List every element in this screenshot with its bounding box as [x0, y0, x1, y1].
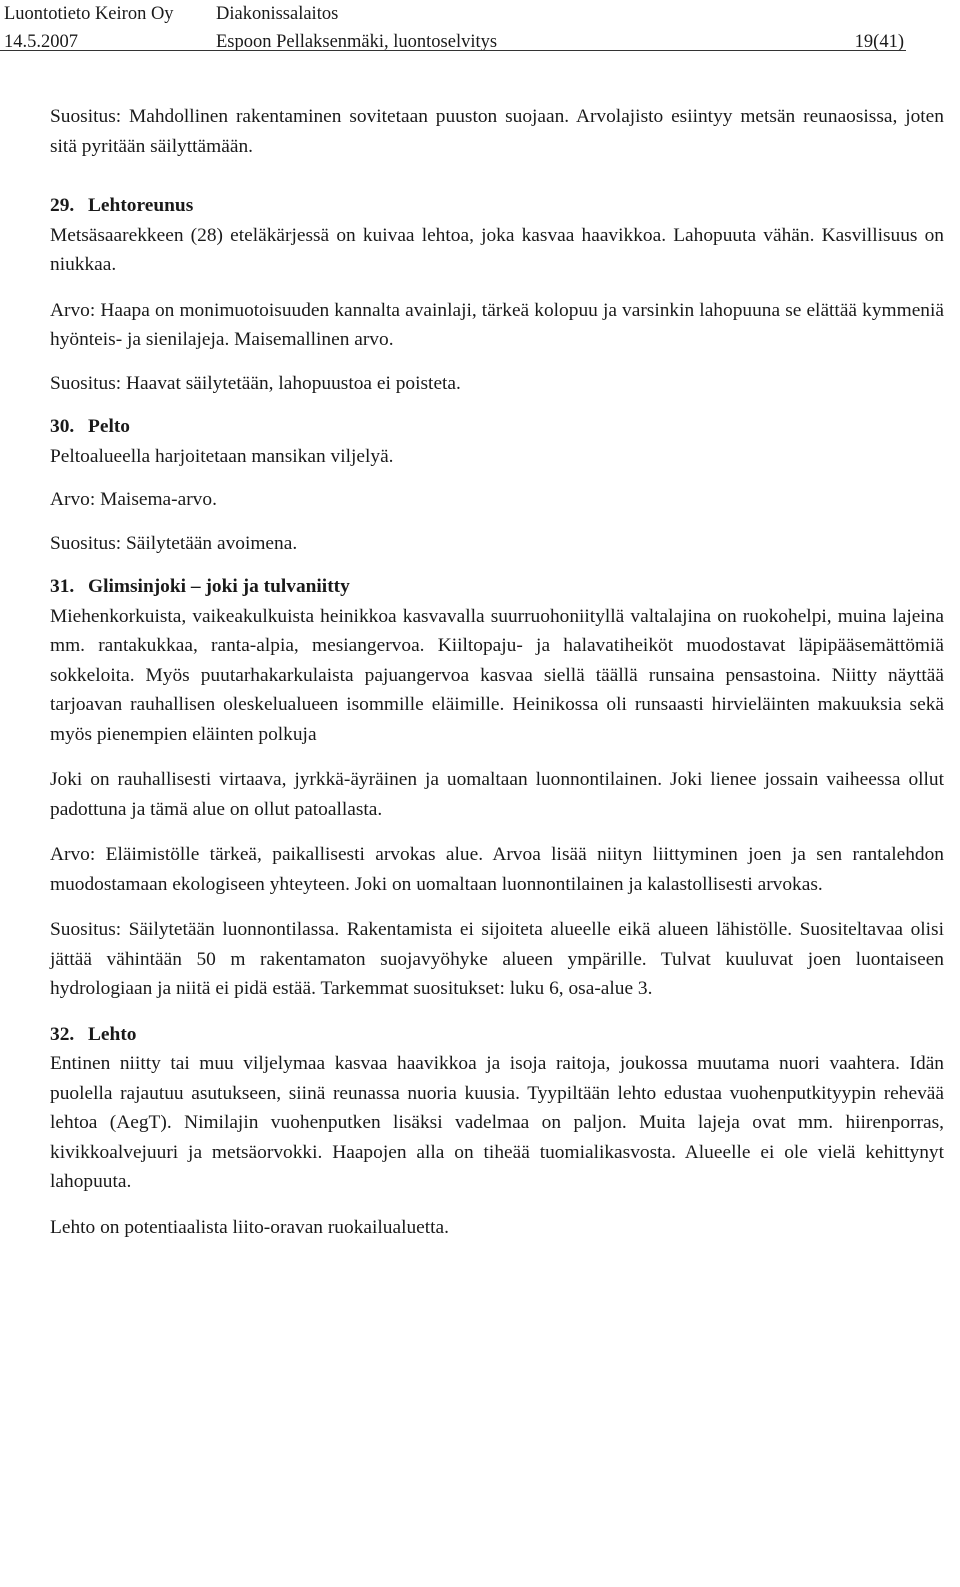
- header-client: Diakonissalaitos: [216, 4, 339, 24]
- page-header: [4, 0, 904, 56]
- header-date: 14.5.2007: [4, 32, 78, 52]
- section-number: 30.: [50, 416, 75, 437]
- document-body: [50, 102, 944, 1242]
- section-paragraph: Miehenkorkuista, vaikeakulkuista heinikkoa kasvavalla suurruohoniityllä valtalajina on ruokohelpi, muina lajeina mm. rantakukkaa, ranta-alpia, mesiangervoa. Kiiltopaju- ja halavatiheiköt muodostavat läpipääsemättömiä sokkeloita. Myös puutarhakarkulaista pajuangervoa kasvaa siellä täällä runsaina pensastoina. Niitty näyttää tarjoavan rauhallisen oleskelualueen isommille eläimille. Heinikossa oli runsaasti hirvieläinten makuuksia sekä myös pienempien eläinten polkuja: [50, 605, 944, 745]
- section-number: 31.: [50, 576, 75, 597]
- header-row-2: [4, 28, 904, 56]
- header-company: Luontotieto Keiron Oy: [4, 4, 174, 24]
- section-value-paragraph: Arvo: Haapa on monimuotoisuuden kannalta avainlaji, tärkeä kolopuu ja varsinkin lahopuuna se elättää kymmeniä hyönteis- ja sienilajeja. Maisemallinen arvo.: [50, 299, 944, 350]
- section-number: 32.: [50, 1023, 75, 1045]
- section-heading-30: [50, 412, 944, 442]
- section-recommendation: Suositus: Haavat säilytetään, lahopuustoa ei poisteta.: [50, 372, 461, 394]
- section-title: Lehto: [88, 1023, 137, 1045]
- section-heading-29: [50, 191, 944, 221]
- section-paragraph: Lehto on potentiaalista liito-oravan ruokailualuetta.: [50, 1216, 449, 1238]
- section-paragraph: Joki on rauhallisesti virtaava, jyrkkä-äyräinen ja uomaltaan luonnontilainen. Joki lienee jossain vaiheessa ollut padottuna ja tämä alue on ollut patoallasta.: [50, 769, 944, 820]
- section-recommendation: Suositus: Säilytetään luonnontilassa. Rakentamista ei sijoiteta alueelle eikä alueen lähistölle. Suositeltavaa olisi jättää vähintään 50 m rakentamaton suojavyöhyke alueen ympärille. Tulvat kuuluvat joen luontaiseen hydrologiaan ja niitä ei pidä estää. Tarkemmat suositukset: luku 6, osa-alue 3.: [50, 919, 944, 999]
- section-value-paragraph: Arvo: Eläimistölle tärkeä, paikallisesti arvokas alue. Arvoa lisää niityn liittyminen joen ja sen rantalehdon muodostamaan ekologiseen yhteyteen. Joki on uomaltaan luonnontilainen ja kalastollisesti arvokas.: [50, 844, 944, 895]
- section-paragraph: Peltoalueella harjoitetaan mansikan viljelyä.: [50, 445, 394, 467]
- section-title: Lehtoreunus: [88, 195, 194, 216]
- header-divider: [0, 50, 906, 51]
- section-heading-32: [50, 1020, 944, 1050]
- section-value-paragraph: Arvo: Maisema-arvo.: [50, 489, 217, 510]
- header-row-1: [4, 0, 904, 28]
- section-paragraph: Entinen niitty tai muu viljelymaa kasvaa haavikkoa ja isoja raitoja, joukossa muutama nuori vaahtera. Idän puolella rajautuu asutukseen, siinä reunassa nuoria kuusia. Tyypiltään lehto edustaa vuohenputkityypin rehevää lehtoa (AegT). Nimilajin vuohenputken lisäksi vadelmaa on paljon. Muita lajeja ovat mm. hiirenporras, kivikkoalvejuuri ja metsäorvokki. Haapojen alla on tiheää tuomialikasvosta. Alueelle ei ole vielä kehittynyt lahopuuta.: [50, 1053, 944, 1192]
- section-paragraph: Metsäsaarekkeen (28) eteläkärjessä on kuivaa lehtoa, joka kasvaa haavikkoa. Lahopuuta vähän. Kasvillisuus on niukkaa.: [50, 224, 944, 275]
- section-number: 29.: [50, 195, 75, 216]
- intro-recommendation: Suositus: Mahdollinen rakentaminen sovitetaan puuston suojaan. Arvolajisto esiintyy metsän reunaosissa, joten sitä pyritään säilyttämään.: [50, 106, 944, 157]
- header-page-number: 19(41): [854, 32, 904, 52]
- section-title: Pelto: [88, 416, 130, 437]
- section-heading-31: [50, 572, 944, 602]
- header-report-title: Espoon Pellaksenmäki, luontoselvitys: [216, 32, 498, 52]
- section-recommendation: Suositus: Säilytetään avoimena.: [50, 532, 298, 554]
- section-title: Glimsinjoki – joki ja tulvaniitty: [88, 576, 350, 597]
